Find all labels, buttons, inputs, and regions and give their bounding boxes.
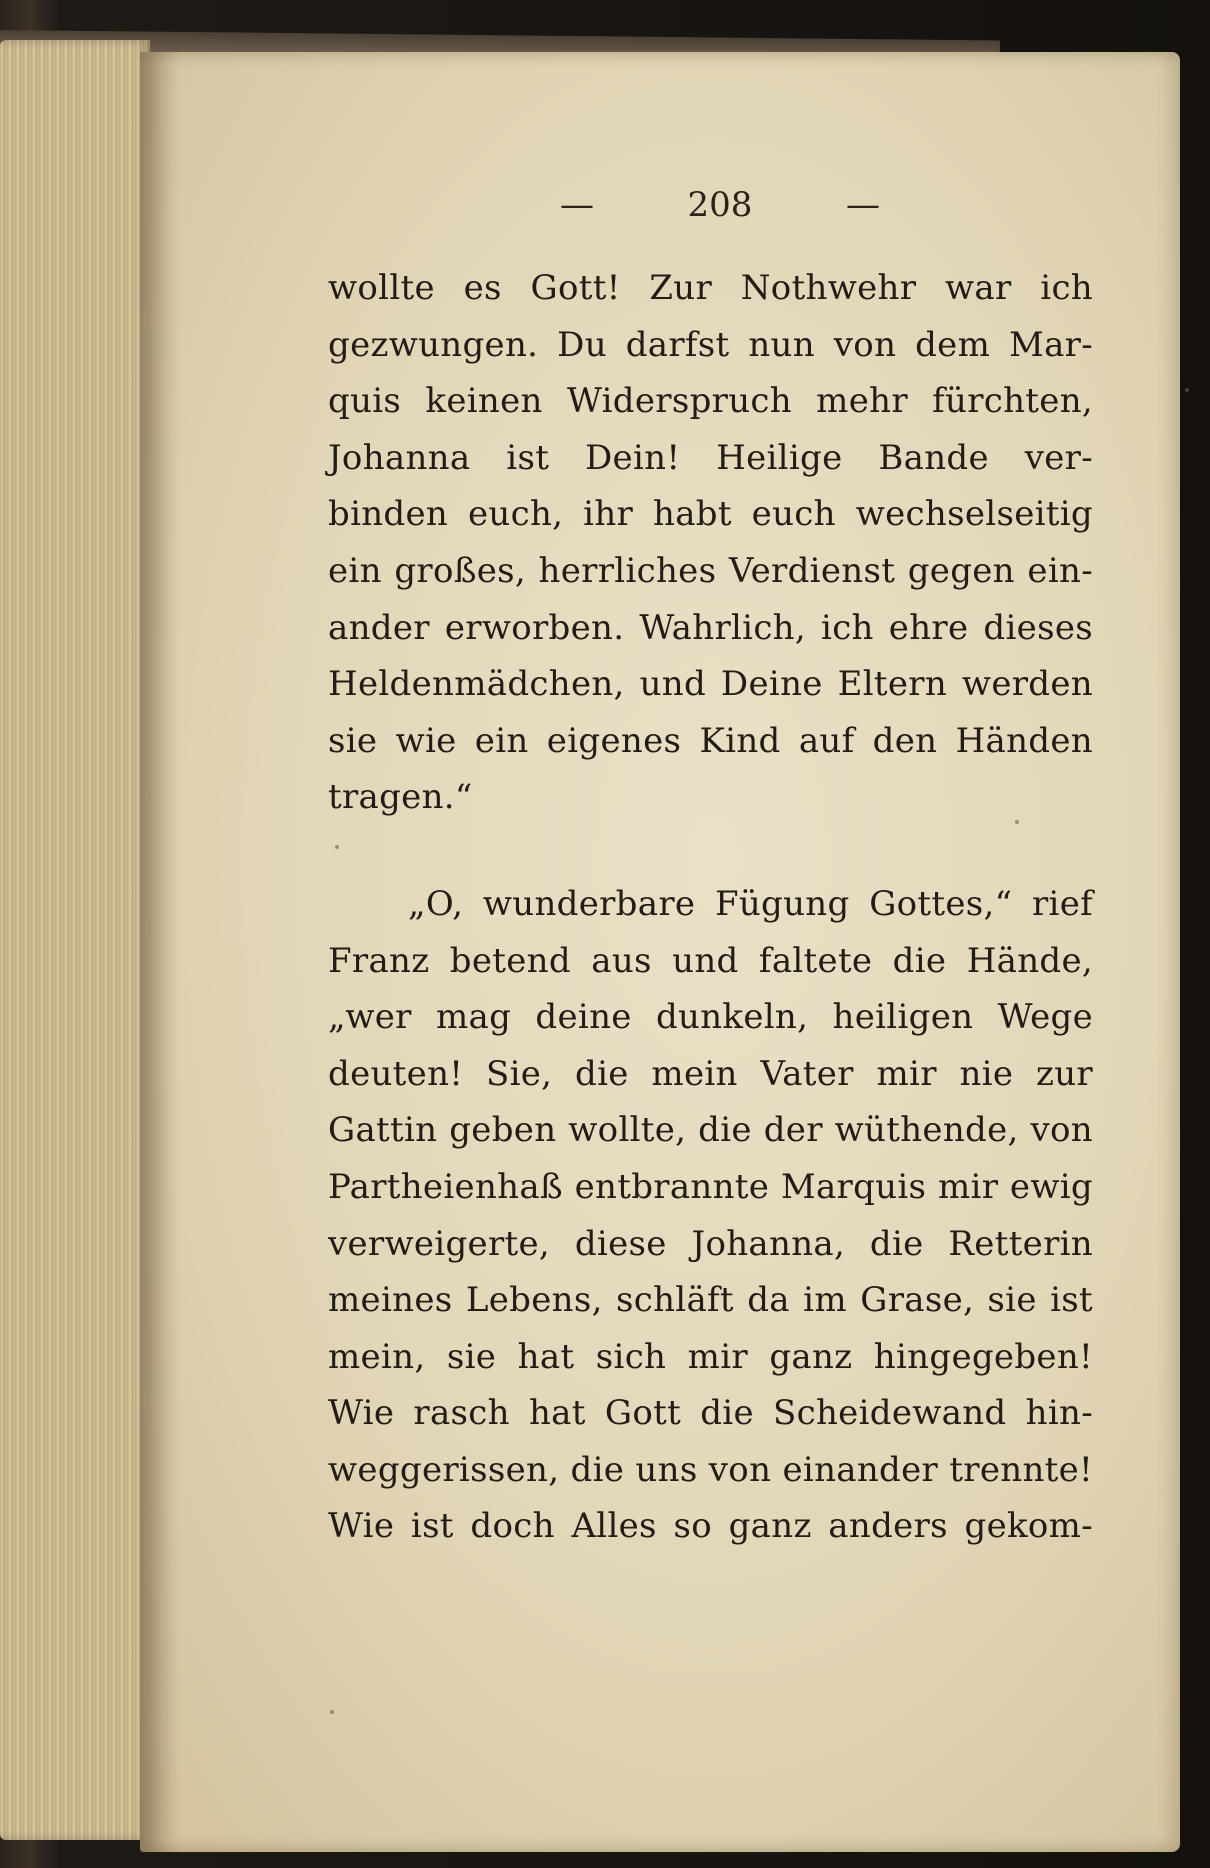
text-line: Franz betend aus und faltete die Hände, — [328, 940, 1093, 981]
paper-speck — [335, 845, 339, 849]
text-line: binden euch, ihr habt euch wechselseitig — [328, 494, 1093, 535]
text-line: Gattin geben wollte, die der wüthende, von — [328, 1110, 1093, 1151]
paragraph-gap — [328, 826, 1093, 876]
text-line: Heldenmädchen, und Deine Eltern werden — [328, 664, 1093, 705]
page-edges — [0, 40, 150, 1840]
text-line: „wer mag deine dunkeln, heiligen Wege — [328, 997, 1093, 1038]
text-line: Johanna ist Dein! Heilige Bande ver- — [328, 437, 1093, 478]
text-line: sie wie ein eigenes Kind auf den Händen — [328, 720, 1093, 761]
text-line: weggerissen, die uns von einander trennte! — [328, 1449, 1093, 1490]
text-line: wollte es Gott! Zur Nothwehr war ich — [328, 268, 1093, 308]
paragraph — [328, 876, 1093, 1555]
text-line: mein, sie hat sich mir ganz hingegeben! — [328, 1336, 1093, 1377]
text-line: gezwungen. Du darfst nun von dem Mar- — [328, 324, 1093, 365]
text-line: meines Lebens, schläft da im Grase, sie ist — [328, 1280, 1093, 1321]
page-header — [560, 185, 880, 225]
paragraph — [328, 260, 1093, 826]
text-line: ein großes, herrliches Verdienst gegen ein- — [328, 550, 1093, 591]
body-text — [328, 260, 1093, 1555]
text-line: Wie ist doch Alles so ganz anders gekom- — [328, 1506, 1093, 1547]
page-number: 208 — [687, 185, 753, 225]
text-line: quis keinen Widerspruch mehr fürchten, — [328, 381, 1093, 422]
paper-speck — [1185, 388, 1189, 392]
text-line: „O, wunderbare Fügung Gottes,“ rief — [408, 883, 1093, 924]
header-dash-left: — — [560, 185, 594, 225]
text-line: tragen.“ — [328, 777, 473, 818]
paper-speck — [1015, 820, 1019, 824]
page-fold-shadow — [140, 52, 180, 1852]
paper-speck — [330, 1710, 334, 1714]
text-line: Partheienhaß entbrannte Marquis mir ewig — [328, 1166, 1093, 1207]
text-line: deuten! Sie, die mein Vater mir nie zur — [328, 1053, 1093, 1094]
text-line: Wie rasch hat Gott die Scheidewand hin- — [328, 1393, 1093, 1434]
header-dash-right: — — [846, 185, 880, 225]
text-line: ander erworben. Wahrlich, ich ehre dieses — [328, 607, 1093, 648]
text-line: verweigerte, diese Johanna, die Retterin — [328, 1223, 1093, 1264]
